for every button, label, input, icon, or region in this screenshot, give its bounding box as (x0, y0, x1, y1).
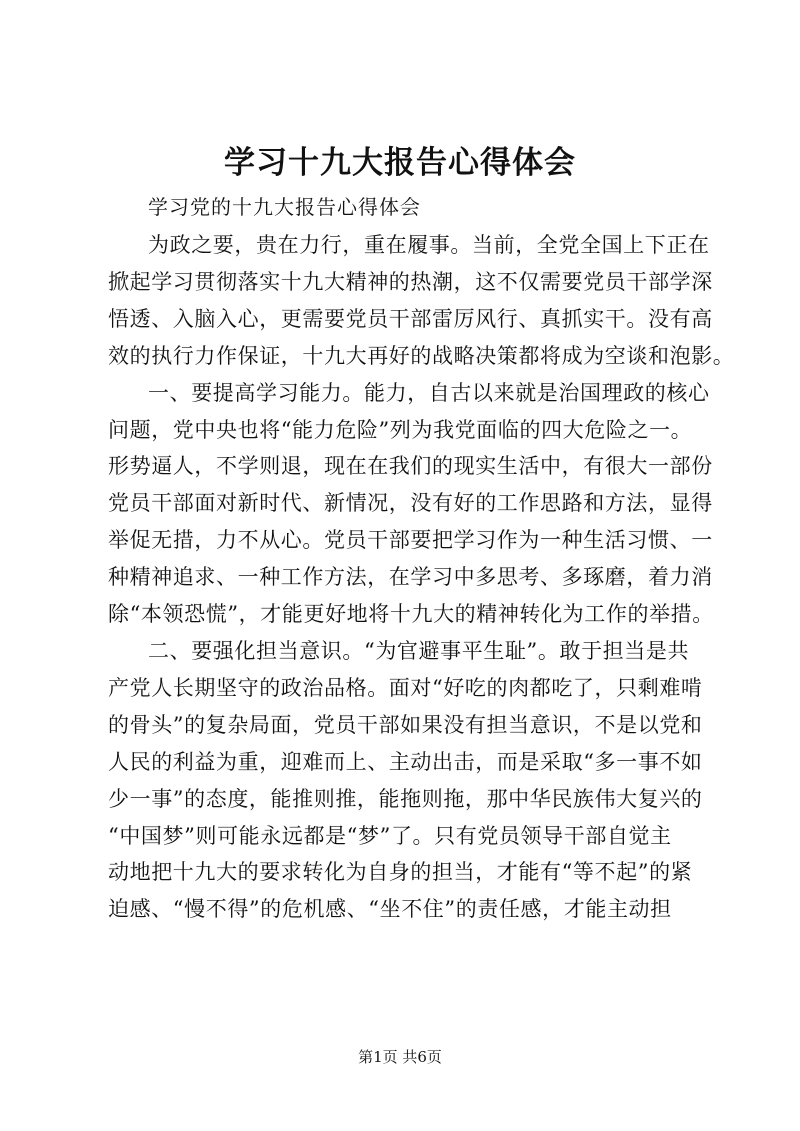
paragraph-line: 党员干部面对新时代、新情况，没有好的工作思路和方法，显得 (108, 491, 713, 516)
paragraph-line: “中国梦”则可能永远都是“梦”了。只有党员领导干部自觉主 (108, 823, 672, 848)
page-number-footer: 第1页 共6页 (358, 1048, 442, 1066)
paragraph-line: 掀起学习贯彻落实十九大精神的热潮，这不仅需要党员干部学深 (108, 269, 713, 294)
paragraph-line: 问题，党中央也将“能力危险”列为我党面临的四大危险之一。 (108, 417, 693, 442)
paragraph-line: 举促无措，力不从心。党员干部要把学习作为一种生活习惯、一 (108, 528, 713, 553)
paragraph-line: 形势逼人，不学则退，现在在我们的现实生活中，有很大一部份 (108, 454, 713, 479)
paragraph-line: 少一事”的态度，能推则推，能拖则拖，那中华民族伟大复兴的 (108, 786, 703, 811)
paragraph-line: 二、要强化担当意识。“为官避事平生耻”。敢于担当是共 (148, 638, 690, 663)
paragraph-line: 产党人长期坚守的政治品格。面对“好吃的肉都吃了，只剩难啃 (108, 675, 703, 700)
document-title: 学习十九大报告心得体会 (224, 145, 576, 181)
paragraph-line: 种精神追求、一种工作方法，在学习中多思考、多琢磨，着力消 (108, 565, 713, 590)
paragraph-line: 效的执行力作保证，十九大再好的战略决策都将成为空谈和泡影。 (108, 343, 735, 368)
paragraph-line: 除“本领恐慌”，才能更好地将十九大的精神转化为工作的举措。 (108, 602, 714, 627)
document-body (108, 227, 735, 928)
paragraph-line: 动地把十九大的要求转化为自身的担当，才能有“等不起”的紧 (108, 860, 693, 885)
document-subtitle: 学习党的十九大报告心得体会 (148, 195, 421, 219)
paragraph-line: 悟透、入脑入心，更需要党员干部雷厉风行、真抓实干。没有高 (108, 306, 713, 331)
paragraph-line: 的骨头”的复杂局面，党员干部如果没有担当意识，不是以党和 (108, 712, 703, 737)
paragraph-line: 迫感、“慢不得”的危机感、“坐不住”的责任感，才能主动担 (108, 897, 672, 922)
paragraph-line: 人民的利益为重，迎难而上、主动出击，而是采取“多一事不如 (108, 749, 703, 774)
paragraph-line: 一、要提高学习能力。能力，自古以来就是治国理政的核心 (148, 380, 710, 405)
paragraph-line: 为政之要，贵在力行，重在履事。当前，全党全国上下正在 (148, 233, 710, 257)
